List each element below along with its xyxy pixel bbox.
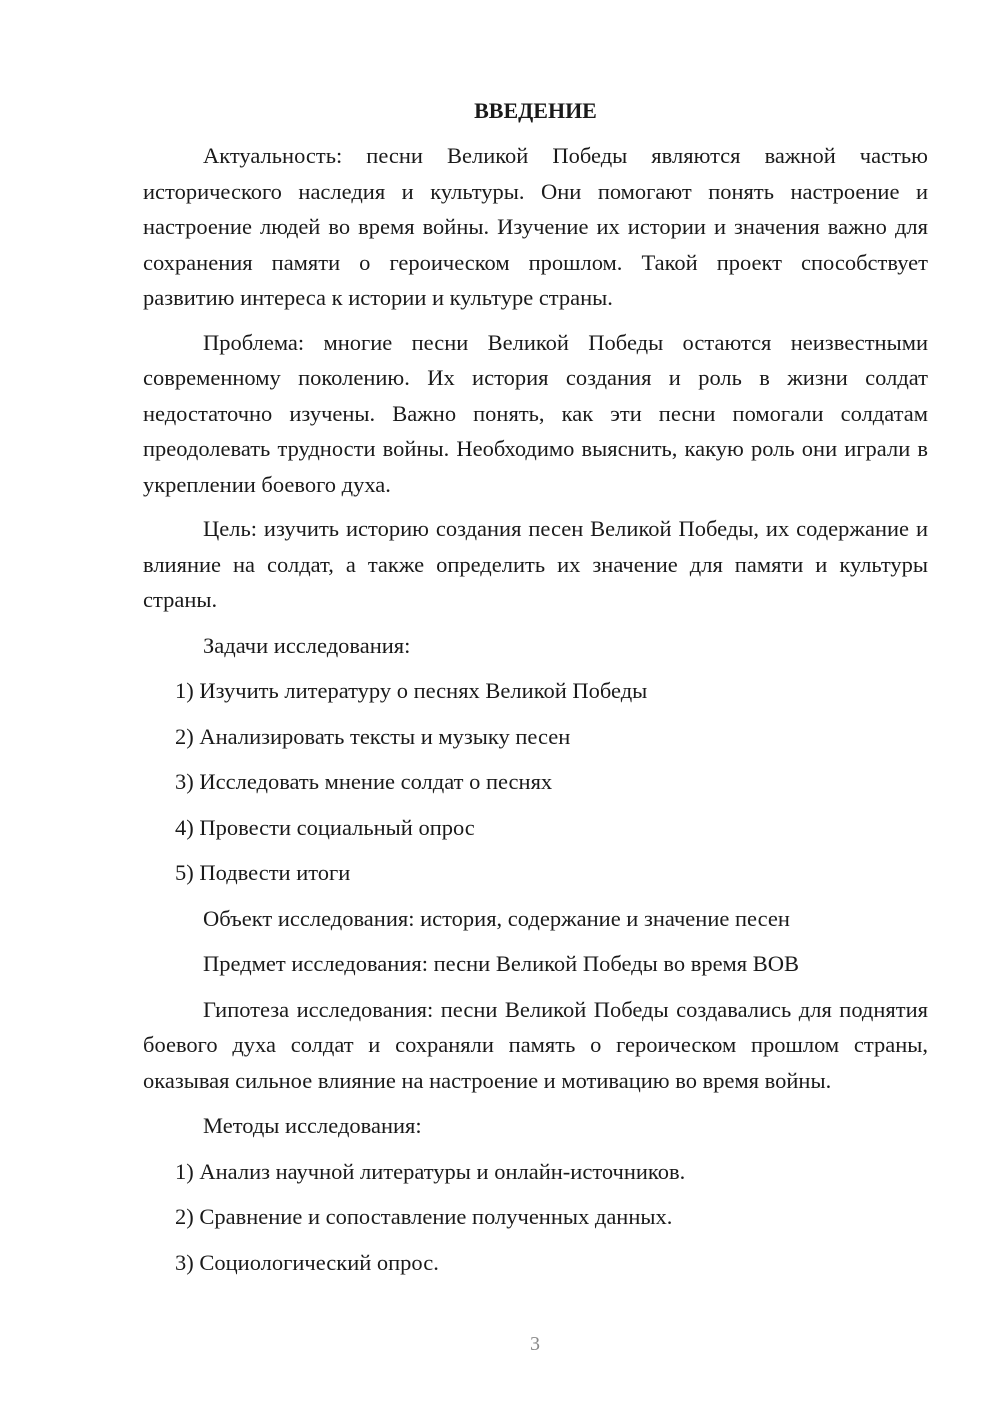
problem-paragraph: Проблема: многие песни Великой Победы остаются неизвестными современному поколению. Их история создания и роль в жизни солдат недостаточно изучены. Важно понять, как эти песни помогали солдатам преодолевать трудности войны. Необходимо выяснить, какую роль они играли в укреплении боевого духа.	[143, 329, 928, 497]
research-subject: Предмет исследования: песни Великой Победы во время ВОВ	[203, 951, 800, 976]
task-item: 5) Подвести итоги	[175, 860, 351, 885]
task-item: 4) Провести социальный опрос	[175, 814, 475, 840]
method-item: 3) Социологический опрос.	[175, 1249, 439, 1275]
goal-paragraph: Цель: изучить историю создания песен Великой Победы, их содержание и влияние на солдат, а также определить их значение для памяти и культуры страны.	[143, 516, 928, 612]
methods-label: Методы исследования:	[203, 1113, 422, 1138]
task-item: 3) Исследовать мнение солдат о песнях	[175, 769, 553, 794]
task-item: 2) Анализировать тексты и музыку песен	[175, 723, 571, 749]
tasks-label: Задачи исследования:	[203, 632, 411, 658]
relevance-paragraph: Актуальность: песни Великой Победы являются важной частью исторического наследия и культуры. Они помогают понять настроение и настроение людей во время войны. Изучение их истории и значения важно для сохранения памяти о героическом прошлом. Такой проект способствует развитию интереса к истории и культуре страны.	[143, 143, 928, 310]
task-item: 1) Изучить литературу о песнях Великой Победы	[175, 678, 648, 703]
research-object: Объект исследования: история, содержание и значение песен	[203, 905, 790, 931]
method-item: 1) Анализ научной литературы и онлайн-источников.	[175, 1158, 686, 1184]
page-title: ВВЕДЕНИЕ	[474, 98, 597, 123]
hypothesis-paragraph: Гипотеза исследования: песни Великой Победы создавались для поднятия боевого духа солдат и сохраняли память о героическом прошлом страны, оказывая сильное влияние на настроение и мотивацию во время войны.	[143, 996, 928, 1093]
page-number: 3	[530, 1333, 540, 1355]
document-page	[143, 96, 928, 1280]
method-item: 2) Сравнение и сопоставление полученных данных.	[175, 1204, 673, 1229]
